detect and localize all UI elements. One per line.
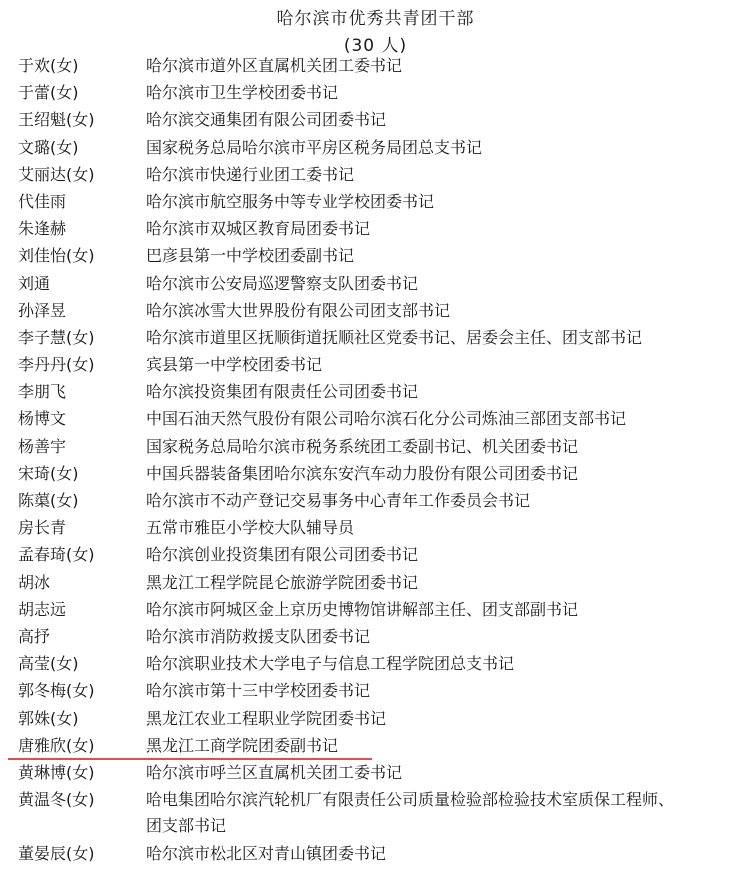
- honoree-name: 于欢(女): [18, 56, 79, 75]
- honoree-position: 黑龙江工商学院团委副书记: [146, 735, 339, 755]
- list-item: [0, 297, 751, 324]
- honoree-position: 哈尔滨投资集团有限责任公司团委书记: [146, 382, 419, 402]
- honoree-name: 郭冬梅(女): [18, 681, 95, 701]
- honoree-name: 孙泽昱: [18, 300, 67, 320]
- honoree-position: 哈尔滨交通集团有限公司团委书记: [146, 110, 387, 130]
- honoree-name: 宋琦(女): [18, 463, 79, 483]
- honoree-name: 李丹丹(女): [18, 355, 95, 375]
- honoree-name: 胡冰: [18, 572, 51, 592]
- list-item: [0, 487, 751, 514]
- honoree-position: 黑龙江农业工程职业学院团委书记: [146, 708, 387, 728]
- list-item: [0, 405, 751, 432]
- list-item: [0, 541, 751, 568]
- list-item: [0, 52, 751, 79]
- honoree-name: 文璐(女): [18, 137, 79, 157]
- list-item: [0, 596, 751, 623]
- honoree-position: 中国石油天然气股份有限公司哈尔滨石化分公司炼油三部团支部书记: [146, 409, 627, 429]
- list-item: [0, 106, 751, 133]
- list-item: [0, 514, 751, 541]
- honoree-name: 代佳雨: [18, 191, 67, 211]
- honoree-position: 哈尔滨创业投资集团有限公司团委书记: [146, 545, 419, 565]
- honoree-name: 房长青: [18, 518, 67, 538]
- list-item: [0, 79, 751, 106]
- list-item: [0, 270, 751, 297]
- honoree-position: 哈尔滨市快递行业团工委书记: [146, 164, 355, 184]
- honoree-position: 哈尔滨市呼兰区直属机关团工委书记: [146, 762, 403, 782]
- honoree-name: 董晏辰(女): [18, 844, 95, 864]
- honoree-name: 王绍魁(女): [18, 110, 95, 130]
- honoree-position: 哈尔滨市航空服务中等专业学校团委书记: [146, 191, 435, 211]
- honoree-name: 于蕾(女): [18, 83, 79, 103]
- honoree-position: 哈尔滨职业技术大学电子与信息工程学院团总支书记: [146, 654, 515, 674]
- honoree-name: 刘佳怡(女): [18, 246, 95, 266]
- honoree-position: 巴彦县第一中学校团委副书记: [146, 246, 355, 266]
- honoree-position: 哈尔滨市双城区教育局团委书记: [146, 219, 371, 239]
- honoree-name: 孟春琦(女): [18, 545, 95, 565]
- honoree-position: 五常市雅臣小学校大队辅导员: [146, 518, 355, 538]
- honoree-name: 黄琳博(女): [18, 762, 95, 782]
- honoree-position: 哈尔滨市道里区抚顺街道抚顺社区党委书记、居委会主任、团支部书记: [146, 327, 643, 347]
- honoree-name: 黄温冬(女): [18, 790, 95, 810]
- list-item: [0, 215, 751, 242]
- honoree-name: 陈蕖(女): [18, 491, 79, 510]
- honoree-position: 黑龙江工程学院昆仑旅游学院团委书记: [146, 572, 419, 592]
- list-item: [0, 786, 751, 840]
- honoree-position: 国家税务总局哈尔滨市平房区税务局团总支书记: [146, 137, 483, 157]
- honoree-name: 杨博文: [18, 409, 67, 429]
- honoree-position: 哈尔滨市公安局巡逻警察支队团委书记: [146, 273, 419, 293]
- honoree-position: 哈尔滨市卫生学校团委书记: [146, 83, 339, 103]
- list-item: [0, 242, 751, 269]
- honoree-name: 高抒: [18, 626, 51, 646]
- list-item: [0, 677, 751, 704]
- honoree-position: 哈尔滨市第十三中学校团委书记: [146, 681, 371, 701]
- honoree-name: 艾丽达(女): [18, 164, 95, 184]
- honoree-position: 宾县第一中学校团委书记: [146, 355, 323, 375]
- list-item: [0, 378, 751, 405]
- honoree-name: 高莹(女): [18, 654, 79, 674]
- honoree-position: 哈尔滨市消防救援支队团委书记: [146, 626, 371, 646]
- honoree-name: 胡志远: [18, 599, 67, 619]
- honoree-name: 郭姝(女): [18, 708, 79, 728]
- honoree-name: 李朋飞: [18, 382, 67, 402]
- list-item: [0, 732, 751, 759]
- list-item: [0, 569, 751, 596]
- honoree-position: 哈尔滨冰雪大世界股份有限公司团支部书记: [146, 300, 451, 320]
- honoree-name: 刘通: [18, 273, 51, 293]
- list-item: [0, 324, 751, 351]
- honoree-name: 李子慧(女): [18, 327, 95, 347]
- list-item: [0, 840, 751, 867]
- honoree-position: 中国兵器装备集团哈尔滨东安汽车动力股份有限公司团委书记: [146, 463, 579, 483]
- list-item: [0, 161, 751, 188]
- honoree-position: 哈尔滨市道外区直属机关团工委书记: [146, 56, 403, 75]
- honoree-position: 哈尔滨市阿城区金上京历史博物馆讲解部主任、团支部副书记: [146, 599, 579, 619]
- list-item: [0, 623, 751, 650]
- list-item: [0, 188, 751, 215]
- honoree-position: 哈电集团哈尔滨汽轮机厂有限责任公司质量检验部检验技术室质保工程师、 团支部书记: [146, 790, 675, 836]
- honoree-name: 朱逢赫: [18, 219, 67, 239]
- list-item: [0, 433, 751, 460]
- honoree-position: 哈尔滨市松北区对青山镇团委书记: [146, 844, 387, 864]
- list-item: [0, 705, 751, 732]
- honoree-position: 哈尔滨市不动产登记交易事务中心青年工作委员会书记: [146, 491, 531, 510]
- page-subtitle: (30 人): [343, 36, 408, 56]
- page-title: 哈尔滨市优秀共青团干部: [276, 9, 475, 29]
- honoree-list: [0, 52, 751, 867]
- honoree-position: 国家税务总局哈尔滨市税务系统团工委副书记、机关团委书记: [146, 436, 579, 456]
- list-item: [0, 650, 751, 677]
- list-item: [0, 460, 751, 487]
- honoree-name: 杨善宇: [18, 436, 67, 456]
- honoree-name: 唐雅欣(女): [18, 735, 95, 755]
- list-item: [0, 351, 751, 378]
- list-item: [0, 759, 751, 786]
- list-item: [0, 134, 751, 161]
